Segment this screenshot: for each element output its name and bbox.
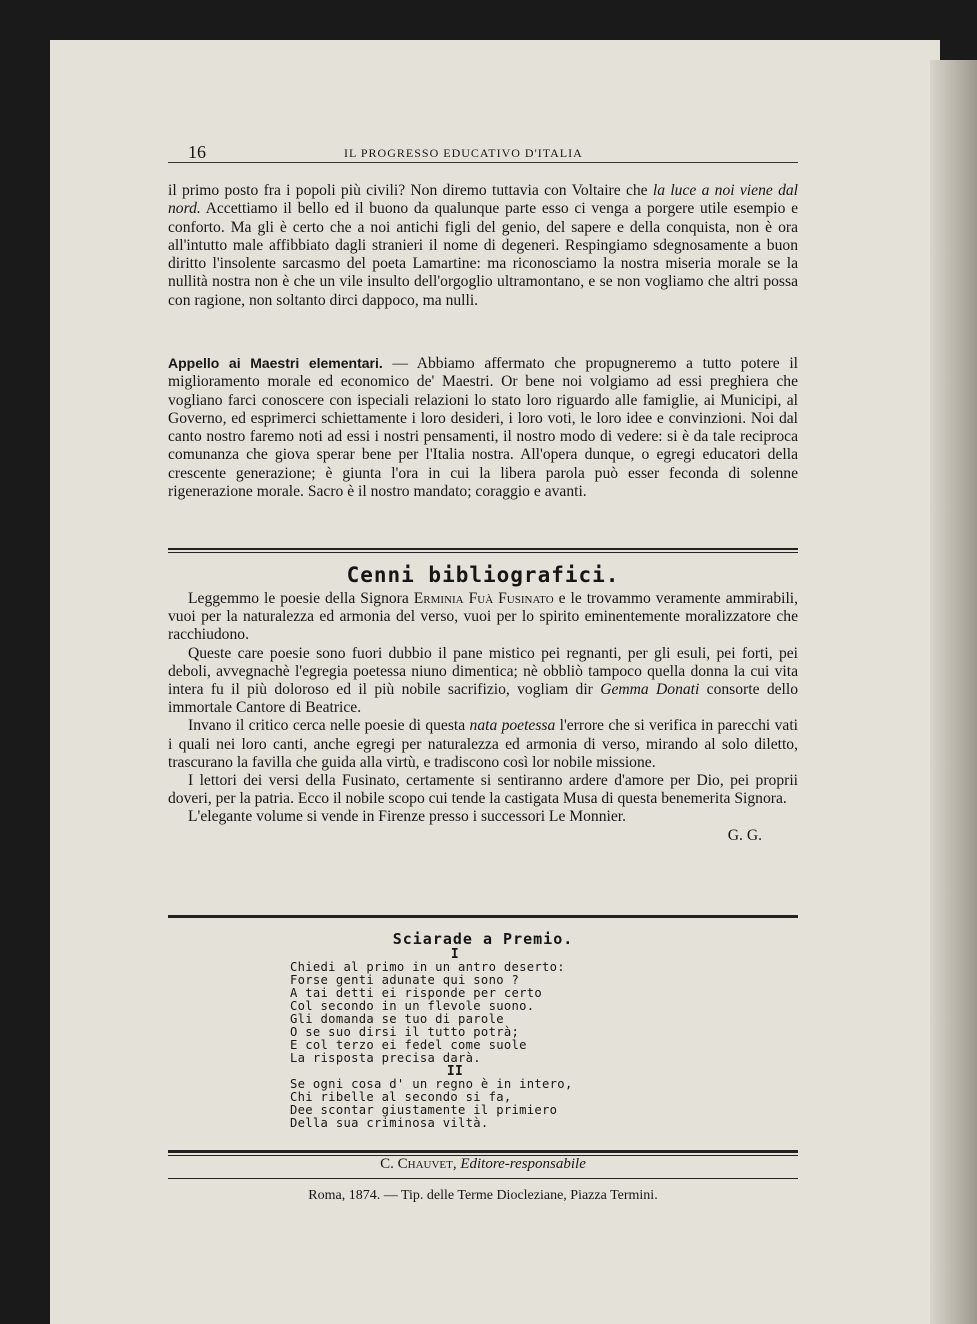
imprint: Roma, 1874. — Tip. delle Terme Diocleziane, Piazza Termini. [308, 1188, 658, 1203]
intro-text-1: il primo posto fra i popoli più civili? Non diremo tuttavia con Voltaire che [168, 182, 653, 199]
imprint-rule [168, 1178, 798, 1179]
author-name: Erminia Fuà Fusinato [413, 590, 554, 607]
puzzle-number: I [450, 947, 460, 962]
bib-text: e le trovammo veramente ammirabili, vuoi per la naturalezza ed armonia del verso, vuoi per lo spirito eminentemente moralizzatore che racchiudono. [168, 590, 799, 644]
bib-italic: nata poetessa [469, 717, 556, 735]
poem-line: Dee scontar giustamente il primiero [290, 1103, 558, 1117]
bib-paragraph [168, 590, 798, 645]
section-rule-thin [168, 552, 798, 553]
section-rule [168, 548, 798, 550]
puzzles-block [290, 948, 710, 1130]
poem-line: O se suo dirsi il tutto potrà; [290, 1025, 520, 1039]
bib-text: l'errore che si verifica in parecchi vati i quali nei loro canti, anche egregi per naturalezza ed armonia di verso, mirando al solo diletto, trascurano la favilla che guida alla virtù, e tradiscono così lor nobile missione. [168, 717, 798, 771]
poem-line: Chiedi al primo in un antro deserto: [290, 960, 565, 974]
bibliography-section [168, 590, 798, 845]
bib-paragraph [168, 645, 798, 718]
running-header [168, 142, 796, 164]
intro-paragraph [168, 182, 798, 310]
poem-line: Gli domanda se tuo di parole [290, 1012, 504, 1026]
poem-line: La risposta precisa darà. [290, 1051, 481, 1065]
poem-line: Chi ribelle al secondo si fa, [290, 1090, 512, 1104]
poem-line: Della sua criminosa viltà. [290, 1116, 489, 1130]
bib-signature: G. G. [727, 826, 762, 844]
header-rule [168, 162, 798, 163]
poem-line: Se ogni cosa d' un regno è in intero, [290, 1077, 573, 1091]
bib-text: Invano il critico cerca nelle poesie di questa [188, 717, 470, 735]
bib-text: Leggemmo le poesie della Signora [188, 590, 414, 607]
editor-line [168, 1156, 798, 1173]
bib-text: consorte dello immortale Cantore di Beatrice. [168, 681, 799, 717]
poem-line: A tai detti ei risponde per certo [290, 986, 543, 1000]
editor-role: Editore-responsabile [460, 1156, 586, 1172]
bib-text: Queste care poesie sono fuori dubbio il pane mistico pei regnanti, per gli esuli, pei forti, pei deboli, avvegnachè l'egregia poetessa niuno dimentica; nè obbliò tampoco quella donna la cui vita intera fu il più doloroso ed il più nobile sacrifizio, vogliam dir [168, 644, 798, 699]
appeal-paragraph [168, 354, 798, 501]
puzzle-number: II [446, 1064, 464, 1079]
poem-line: E col terzo ei fedel come suole [290, 1038, 527, 1052]
bib-paragraph: L'elegante volume si vende in Firenze presso i successori Le Monnier. [188, 808, 627, 826]
running-title: IL PROGRESSO EDUCATIVO D'ITALIA [344, 146, 583, 160]
bib-italic: Gemma Donati [600, 681, 700, 699]
appeal-heading: Appello ai Maestri elementari. [168, 355, 383, 371]
poem-line: Col secondo in un flevole suono. [290, 999, 535, 1013]
intro-text-2: Accettiamo il bello ed il buono da qualunque parte esso ci venga a porgere utile esempio e conforto. Ma gli è certo che a noi antichi figli del genio, del sapere e della conquista, non è ora all'intutto male affibbiato dagli stranieri il nome di degeneri. Respingiamo sdegnosamente a buon diritto l'insolente sarcasmo del poeta Lamartine: ma riconosciamo la nostra miseria morale se la nullità nostra non è che un vile insulto dell'orgoglio ultramontano, e se non vogliamo che altri possa con ragione, non soltanto dirci dappoco, ma nulli. [168, 200, 798, 309]
editor-name: C. Chauvet, [380, 1156, 457, 1172]
section-rule [168, 915, 798, 918]
page-number: 16 [188, 142, 206, 162]
footer-rule [168, 1150, 798, 1153]
intro-italic: la luce a noi viene dal nord. [168, 182, 798, 218]
bibliography-heading: Cenni bibliografici. [346, 563, 620, 587]
bib-paragraph: I lettori dei versi della Fusinato, certamente si sentiranno ardere d'amore per Dio, pei proprii doveri, per la patria. Ecco il nobile scopo cui tende la castigata Musa di questa benemerita Signora. [168, 772, 798, 808]
poem-line: Forse genti adunate qui sono ? [290, 973, 520, 987]
bib-paragraph [168, 717, 798, 772]
puzzles-heading: Sciarade a Premio. [392, 930, 574, 948]
appeal-body: — Abbiamo affermato che propugneremo a tutto potere il miglioramento morale ed economico de' Maestri. Or bene noi volgiamo ad essi preghiera che vogliano farci conoscere con ispeciali relazioni lo stato loro riguardo alle famiglie, ai Municipi, al Governo, ed esprimerci schiettamente i loro desideri, i loro voti, le loro idee e convinzioni. Noi dal canto nostro faremo noti ad essi i nostri pensamenti, il nostro modo di vedere: si è da tale reciproca comunanza che giova sperar bene per l'Italia nostra. All'opera dunque, o egregi educatori della crescente generazione; è giunta l'ora in cui la libera parola può esser feconda di solenne rigenerazione morale. Sacro è il nostro mandato; coraggio e avanti. [168, 355, 798, 501]
